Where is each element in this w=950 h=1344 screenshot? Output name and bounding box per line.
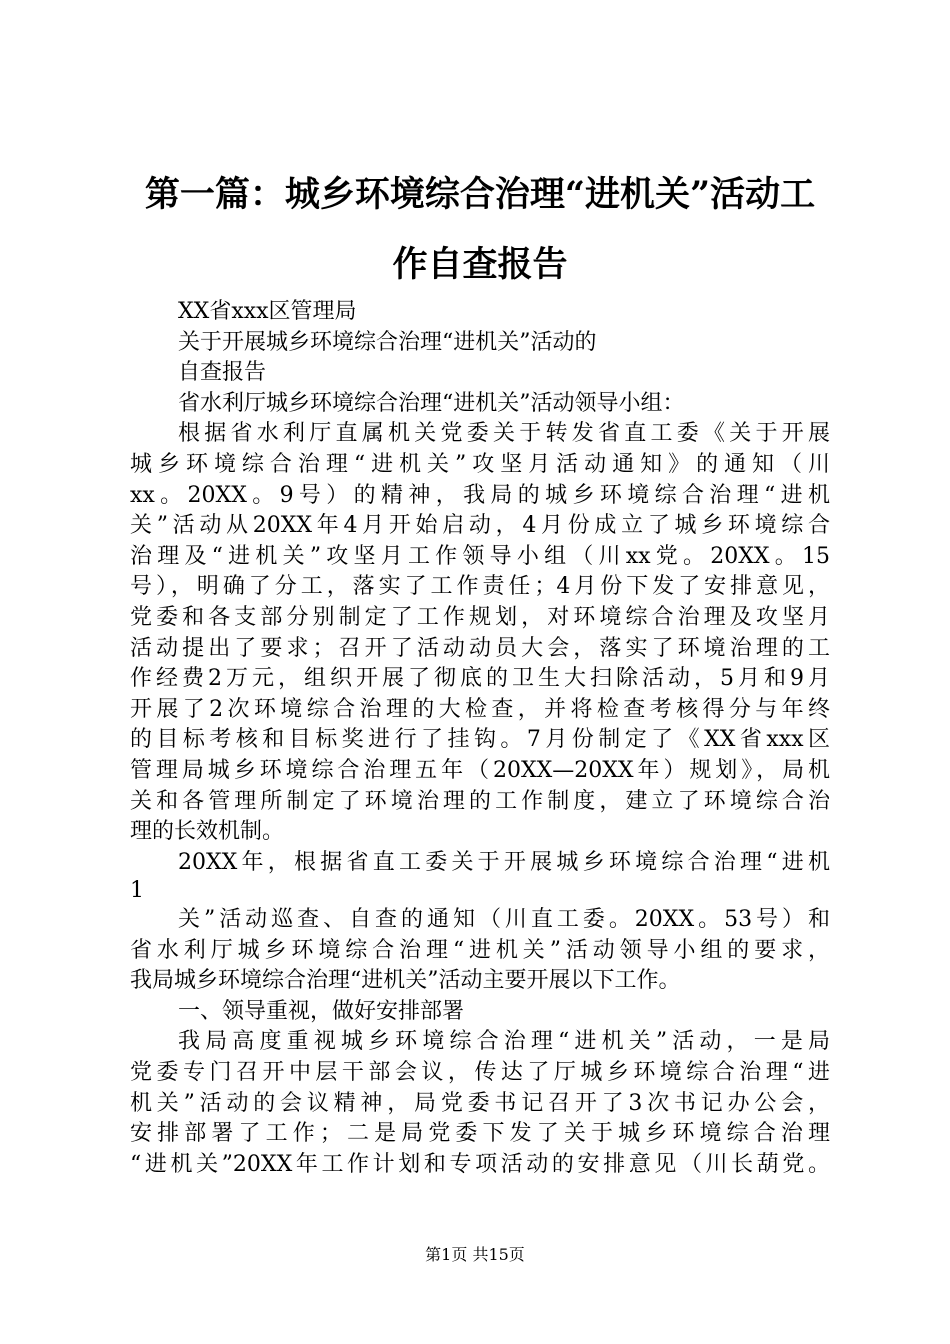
text-line: xx。20XX。9号）的精神，我局的城乡环境综合治理“进机: [130, 482, 830, 508]
text-line: 活动提出了要求；召开了活动动员大会，落实了环境治理的工: [130, 635, 830, 661]
document-title: [120, 160, 840, 300]
text-line: 根据省水利厅直属机关党委关于转发省直工委《关于开展: [178, 421, 830, 447]
page-footer: 第1页 共15页: [425, 1245, 525, 1264]
text-line: 管理局城乡环境综合治理五年（20XX—20XX年）规划》，局机: [130, 757, 830, 783]
text-line: 号），明确了分工，落实了工作责任；4月份下发了安排意见，: [130, 574, 830, 600]
text-line: 党委和各支部分别制定了工作规划，对环境综合治理及攻坚月: [130, 604, 830, 630]
page-marker: 1: [130, 878, 144, 903]
body-text-bottom: [130, 905, 830, 1180]
text-line: 省水利厅城乡环境综合治理“进机关”活动领导小组的要求，: [130, 937, 830, 963]
text-line: 作经费2万元，组织开展了彻底的卫生大扫除活动，5月和9月: [130, 666, 830, 692]
text-line: 关”活动从20XX年4月开始启动，4月份成立了城乡环境综合: [130, 513, 830, 539]
text-line: 关于开展城乡环境综合治理“进机关”活动的: [178, 329, 597, 355]
text-line: 安排部署了工作；二是局党委下发了关于城乡环境综合治理: [130, 1121, 830, 1147]
text-line: 省水利厅城乡环境综合治理“进机关”活动领导小组：: [178, 390, 685, 416]
text-line: 20XX年，根据省直工委关于开展城乡环境综合治理“进机: [178, 849, 830, 875]
text-line: 关和各管理所制定了环境治理的工作制度，建立了环境综合治: [130, 788, 830, 814]
text-line: 我局城乡环境综合治理“进机关”活动主要开展以下工作。: [130, 968, 681, 994]
text-line: 关”活动巡查、自查的通知（川直工委。20XX。53号）和: [178, 907, 830, 932]
text-line: 机关”活动的会议精神，局党委书记召开了3次书记办公会，: [130, 1090, 830, 1116]
title-line-2: 作自查报告: [392, 244, 568, 285]
title-line-1: 第一篇：城乡环境综合治理“进机关”活动工: [144, 174, 816, 215]
text-line: 自查报告: [178, 360, 267, 386]
body-text-top: [130, 297, 830, 878]
text-line: XX省xxx区管理局: [178, 299, 357, 324]
text-line: 开展了2次环境综合治理的大检查，并将检查考核得分与年终: [130, 696, 830, 722]
text-line: 城乡环境综合治理“进机关”攻坚月活动通知》的通知（川: [130, 451, 830, 477]
text-line: 一、领导重视，做好安排部署: [178, 998, 465, 1024]
text-line: 的目标考核和目标奖进行了挂钩。7月份制定了《XX省xxx区: [130, 727, 830, 753]
text-line: 治理及“进机关”攻坚月工作领导小组（川xx党。20XX。15: [130, 543, 830, 569]
text-line: 党委专门召开中层干部会议，传达了厅城乡环境综合治理“进: [130, 1059, 830, 1085]
text-line: “进机关”20XX年工作计划和专项活动的安排意见（川长葫党。: [130, 1151, 830, 1177]
text-line: 理的长效机制。: [130, 819, 285, 845]
text-line: 我局高度重视城乡环境综合治理“进机关”活动，一是局: [178, 1029, 830, 1055]
